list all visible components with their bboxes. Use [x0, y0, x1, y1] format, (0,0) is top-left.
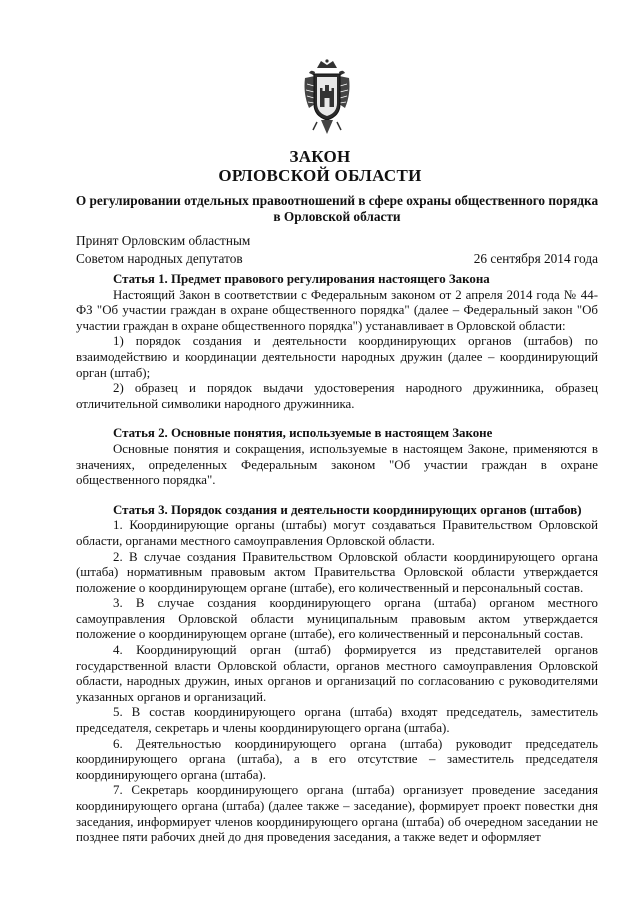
- article-3-paragraph: 4. Координирующий орган (штаб) формируется из представителей органов государственной власти Орловской области, органов местного самоуправления Орловской области, народных дружин, иных органов и организаций по согласованию с руководителями указанных органов и организаций.: [76, 643, 598, 704]
- article-1-paragraph: 2) образец и порядок выдачи удостоверения народного дружинника, образец отличительной символики народного дружинника.: [76, 381, 598, 411]
- article-3-paragraph: 5. В состав координирующего органа (штаба) входят председатель, заместитель председателя, секретарь и члены координирующего органа (штаба).: [76, 705, 598, 736]
- article-3-paragraph: 2. В случае создания Правительством Орловской области координирующего органа (штаба) нормативным правовым актом Правительства Орловской области утверждается положение о координирующем органе (штабе), его количественный и персональный состав.: [76, 549, 598, 595]
- article-1-paragraph: 1) порядок создания и деятельности координирующих органов (штабов) по взаимодействию и координации деятельности народных дружин (далее – координирующий орган (штаб);: [76, 334, 598, 380]
- law-body: [76, 272, 598, 846]
- article-3-paragraph: 3. В случае создания координирующего органа (штаба) органом местного самоуправления Орловской области муниципальным правовым актом утверждается положение о координирующем органе (штабе), его количественный и персональный состав.: [76, 596, 598, 642]
- law-title: ЗАКОН: [289, 147, 351, 166]
- region-title: ОРЛОВСКОЙ ОБЛАСТИ: [218, 166, 422, 185]
- article-3-paragraph: 7. Секретарь координирующего органа (штаба) организует проведение заседания координирующего органа (штаба) (далее также – заседание), формирует проект повестки дня заседания, информирует членов координирующего органа (штаба) об очередном заседании не позднее пяти рабочих дней до дня проведения заседания, а также ведет и оформляет: [76, 783, 598, 845]
- article-3-paragraph: 6. Деятельностью координирующего органа (штаба) руководит председатель координирующего органа (штаба), а в его отсутствие – заместитель председателя координирующего органа (штаба).: [76, 736, 598, 782]
- coat-of-arms-icon: [301, 58, 353, 140]
- article-2-heading: Статья 2. Основные понятия, используемые в настоящем Законе: [113, 426, 493, 441]
- adopted-by-line2: Советом народных депутатов: [76, 251, 243, 266]
- article-3-paragraph: 1. Координирующие органы (штабы) могут создаваться Правительством Орловской области, органами местного самоуправления Орловской области.: [76, 518, 598, 548]
- article-1-heading: Статья 1. Предмет правового регулирования настоящего Закона: [113, 272, 490, 286]
- adoption-date: 26 сентября 2014 года: [473, 251, 598, 266]
- law-subtitle: О регулировании отдельных правоотношений в сфере охраны общественного порядка в Орловской области: [75, 193, 599, 224]
- article-3-heading: Статья 3. Порядок создания и деятельности координирующих органов (штабов): [113, 502, 582, 517]
- article-1-paragraph: Настоящий Закон в соответствии с Федеральным законом от 2 апреля 2014 года № 44-ФЗ "Об участии граждан в охране общественного порядка" (далее – Федеральный закон "Об участии граждан в охране общественного порядка") устанавливает в Орловской области:: [76, 287, 598, 333]
- article-2-paragraph: Основные понятия и сокращения, используемые в настоящем Законе, применяются в значениях, определенных Федеральным законом "Об участии граждан в охране общественного порядка".: [76, 441, 598, 488]
- adopted-by-line1: Принят Орловским областным: [76, 233, 251, 248]
